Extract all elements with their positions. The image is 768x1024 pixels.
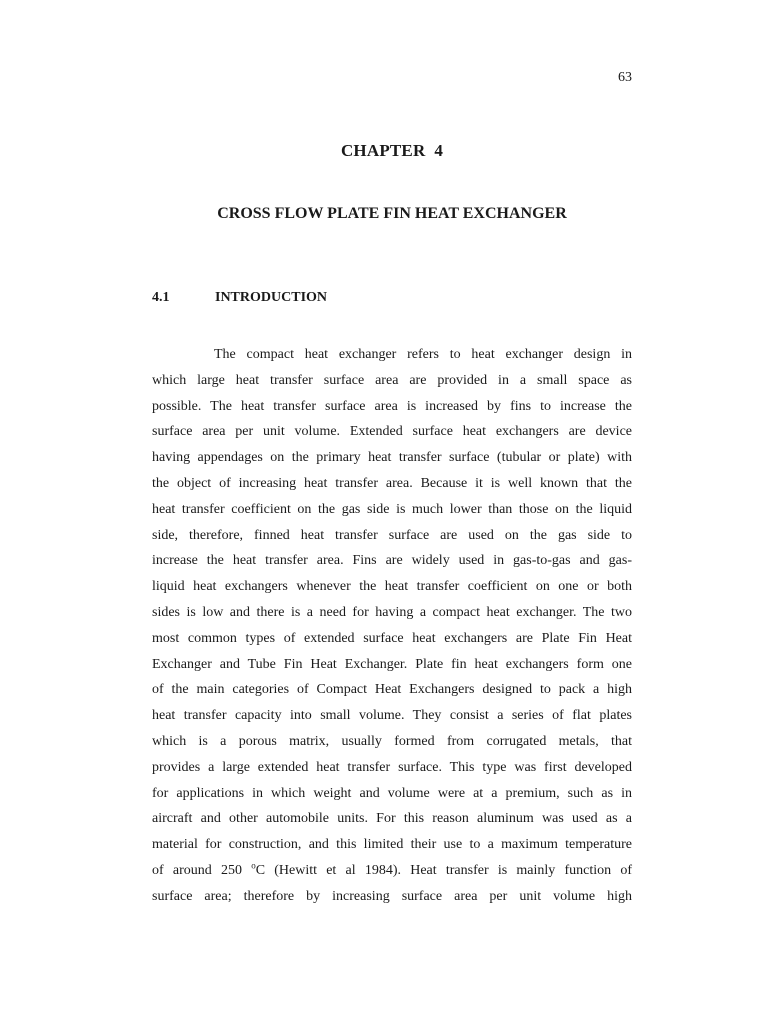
section-number: 4.1 bbox=[152, 290, 170, 305]
chapter-title: CROSS FLOW PLATE FIN HEAT EXCHANGER bbox=[217, 205, 567, 222]
body-paragraph bbox=[152, 342, 632, 910]
paragraph-line: having appendages on the primary heat transfer surface (tubular or plate) with bbox=[152, 450, 632, 466]
paragraph-line: side, therefore, finned heat transfer surface are used on the gas side to bbox=[152, 527, 632, 543]
paragraph-line: surface area; therefore by increasing surface area per unit volume high bbox=[152, 888, 632, 904]
paragraph-line: liquid heat exchangers whenever the heat transfer coefficient on one or both bbox=[152, 579, 632, 595]
paragraph-line: material for construction, and this limited their use to a maximum temperature bbox=[152, 837, 632, 853]
paragraph-line: which large heat transfer surface area are provided in a small space as bbox=[152, 372, 632, 388]
paragraph-line-temperature bbox=[152, 858, 632, 884]
section-title: INTRODUCTION bbox=[215, 290, 328, 305]
paragraph-line: The compact heat exchanger refers to heat exchanger design in bbox=[214, 347, 632, 362]
chapter-label: CHAPTER 4 bbox=[340, 141, 444, 160]
paragraph-line: Exchanger and Tube Fin Heat Exchanger. Plate fin heat exchangers form one bbox=[152, 656, 632, 672]
page-number: 63 bbox=[618, 70, 632, 85]
paragraph-line: the object of increasing heat transfer area. Because it is well known that the bbox=[152, 475, 632, 491]
temp-text-before: of around 250 bbox=[152, 862, 252, 878]
temp-text-after: C (Hewitt et al 1984). Heat transfer is mainly function of bbox=[255, 862, 632, 878]
paragraph-line: surface area per unit volume. Extended surface heat exchangers are device bbox=[152, 424, 632, 440]
paragraph-line: increase the heat transfer area. Fins are widely used in gas-to-gas and gas- bbox=[152, 553, 632, 569]
paragraph-line: for applications in which weight and volume were at a premium, such as in bbox=[152, 785, 632, 801]
paragraph-line: aircraft and other automobile units. For this reason aluminum was used as a bbox=[152, 811, 632, 827]
degree-superscript: o bbox=[251, 860, 256, 871]
paragraph-line: of the main categories of Compact Heat Exchangers designed to pack a high bbox=[152, 682, 632, 698]
paragraph-line: heat transfer coefficient on the gas side is much lower than those on the liquid bbox=[152, 501, 632, 517]
paragraph-line: which is a porous matrix, usually formed from corrugated metals, that bbox=[152, 733, 632, 749]
paragraph-line: possible. The heat transfer surface area is increased by fins to increase the bbox=[152, 398, 632, 414]
paragraph-line: most common types of extended surface heat exchangers are Plate Fin Heat bbox=[152, 630, 632, 646]
paragraph-line: heat transfer capacity into small volume. They consist a series of flat plates bbox=[152, 708, 632, 724]
paragraph-line: sides is low and there is a need for having a compact heat exchanger. The two bbox=[152, 604, 632, 620]
paragraph-line: provides a large extended heat transfer surface. This type was first developed bbox=[152, 759, 632, 775]
